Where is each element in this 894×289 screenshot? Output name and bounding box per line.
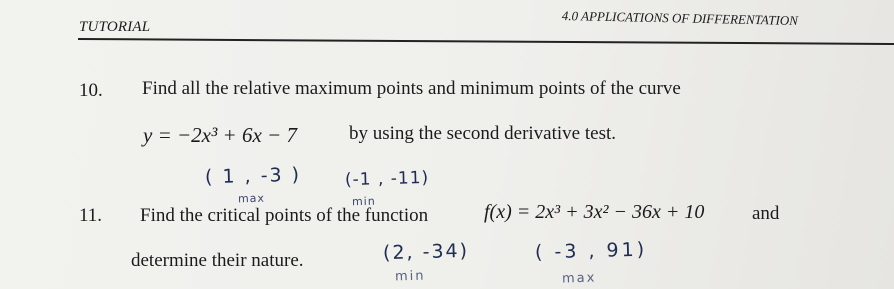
question-10-number: 10. (79, 80, 103, 101)
handwritten-answer-min-point: (-1 , -11) (344, 167, 430, 191)
handwritten-label-min: min (351, 194, 376, 209)
question-10-text-line2: by using the second derivative test. (349, 123, 616, 144)
handwritten-label-min: min (394, 268, 426, 285)
question-10-text: Find all the relative maximum points and minimum points of the curve (142, 78, 681, 99)
question-10-equation: y = −2x³ + 6x − 7 (143, 123, 297, 147)
question-11-text-line2: determine their nature. (131, 250, 304, 271)
handwritten-answer-min-point: (2, -34) (382, 239, 470, 265)
handwritten-answer-max-point: ( 1 , -3 ) (204, 163, 302, 189)
header-chapter-title: 4.0 APPLICATIONS OF DIFFERENTATION (561, 8, 799, 28)
question-11-equation: f(x) = 2x³ + 3x² − 36x + 10 (484, 201, 705, 223)
header-rule (78, 38, 894, 45)
question-11-text: Find the critical points of the function (140, 205, 429, 226)
question-11-text-and: and (752, 203, 780, 224)
question-11-number: 11. (79, 205, 103, 226)
header-tutorial-label: TUTORIAL (79, 19, 151, 35)
handwritten-answer-max-point: ( -3 , 91) (534, 238, 648, 264)
handwritten-label-max: max (561, 270, 597, 287)
handwritten-label-max: max (237, 191, 266, 206)
